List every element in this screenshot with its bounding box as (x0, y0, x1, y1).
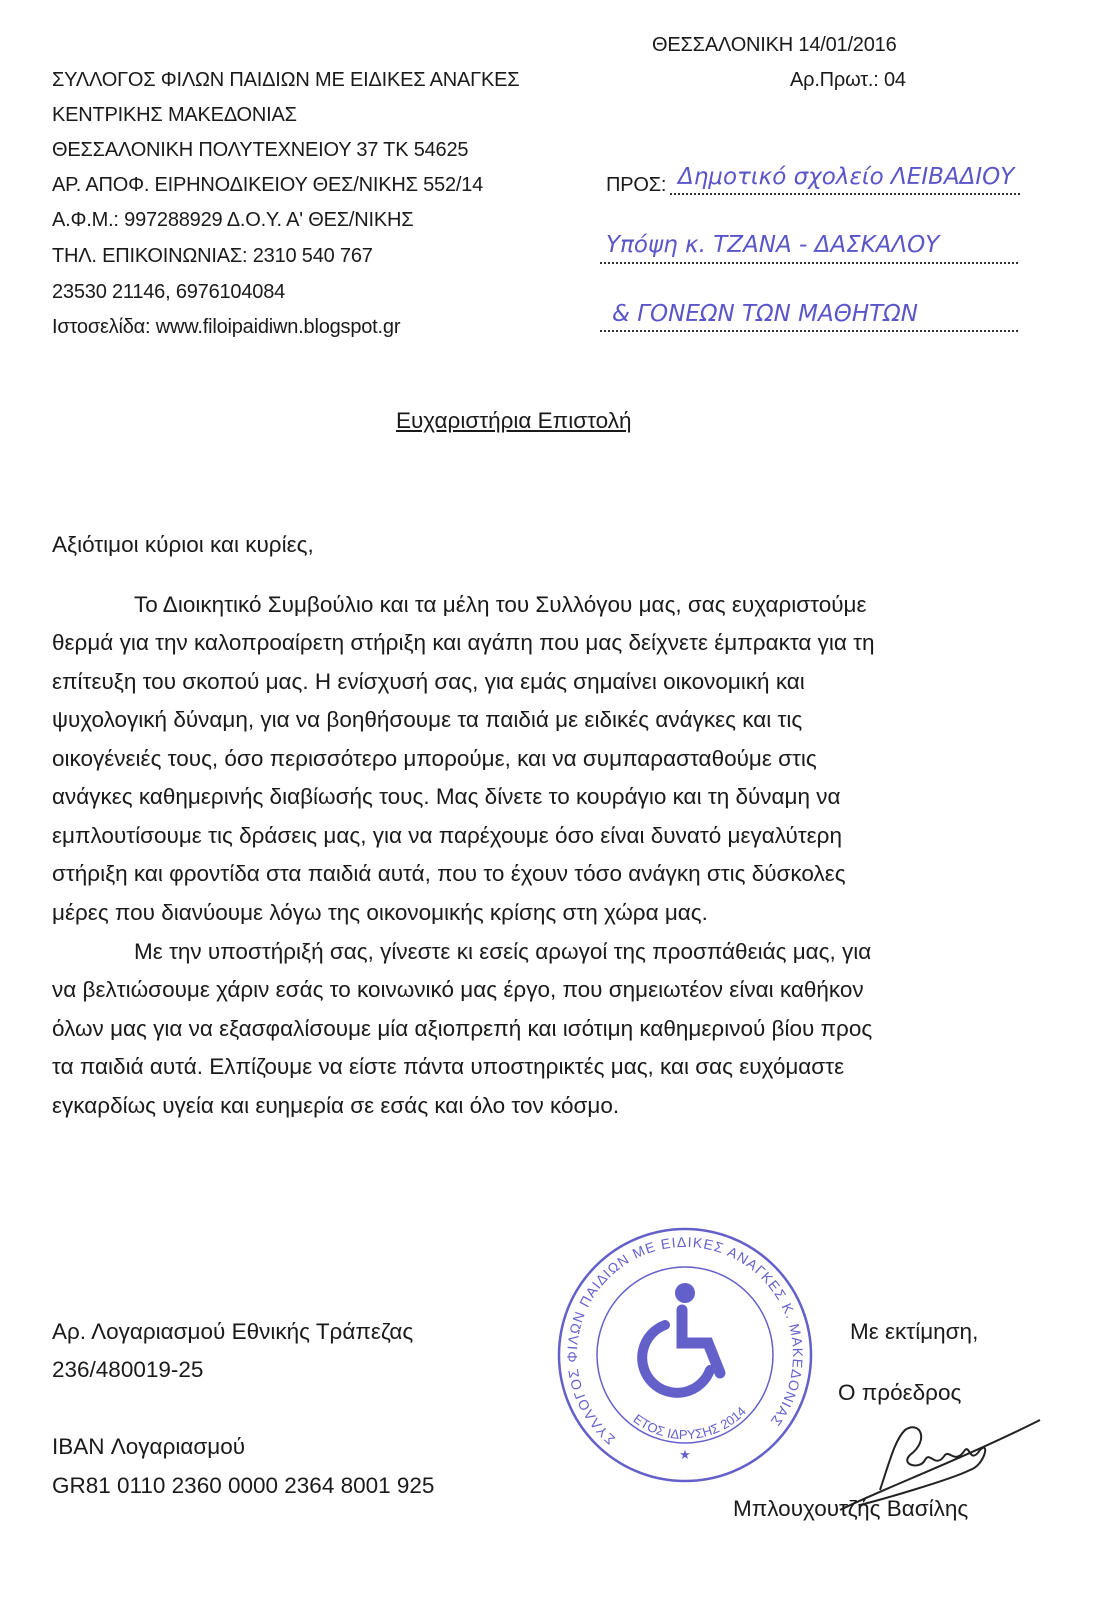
association-stamp (555, 1225, 815, 1485)
recipient-handwritten: Δημοτικό σχολείο ΛΕΙΒΑΔΙΟΥ (678, 164, 1015, 190)
date-line: ΘΕΣΣΑΛΟΝΙΚΗ 14/01/2016 (652, 34, 897, 56)
body-line: ψυχολογική δύναμη, για να βοηθήσουμε τα παιδιά με ειδικές ανάγκες και τις (52, 707, 803, 732)
iban-number: GR81 0110 2360 0000 2364 8001 925 (52, 1473, 435, 1498)
stamp-outer-text: ΣΥΛΛΟΓΟΣ ΦΙΛΩΝ ΠΑΙΔΙΩΝ ΜΕ ΕΙΔΙΚΕΣ ΑΝΑΓΚΕΣ Κ. ΜΑΚΕΔΟΝΙΑΣ (563, 1233, 807, 1448)
body-line: θερμά για την καλοπροαίρετη στήριξη και αγάπη που μας δείχνετε έμπρακτα για τη (52, 630, 875, 655)
body-line: ανάγκες καθημερινής διαβίωσής τους. Μας δίνετε το κουράγιο και τη δύναμη να (52, 784, 841, 809)
stamp-inner-text: ΕΤΟΣ ΙΔΡΥΣΗΣ 2014 (630, 1403, 749, 1443)
closing-regards: Με εκτίμηση, (850, 1319, 979, 1344)
body-line: τα παιδιά αυτά. Ελπίζουμε να είστε πάντα υποστηρικτές μας, και σας ευχόμαστε (52, 1054, 845, 1079)
sender-line: ΑΡ. ΑΠΟΦ. ΕΙΡΗΝΟΔΙΚΕΙΟΥ ΘΕΣ/ΝΙΚΗΣ 552/14 (52, 174, 484, 196)
protocol-number: Αρ.Πρωτ.: 04 (790, 69, 906, 91)
body-line: εμπλουτίσουμε τις δράσεις μας, για να παρέχουμε όσο είναι δυνατό μεγαλύτερη (52, 823, 842, 848)
sender-line: Α.Φ.Μ.: 997288929 Δ.Ο.Υ. Α' ΘΕΣ/ΝΙΚΗΣ (52, 209, 414, 231)
president-name: Μπλουχουτζής Βασίλης (733, 1496, 969, 1521)
recipient-handwritten: Υπόψη κ. ΤΖΑΝΑ - ΔΑΣΚΑΛΟΥ (606, 232, 940, 258)
dotted-line (600, 330, 1018, 332)
sender-line: Ιστοσελίδα: www.filoipaidiwn.blogspot.gr (52, 316, 401, 338)
body-line: επίτευξη του σκοπού μας. Η ενίσχυσή σας, για εμάς σημαίνει οικονομική και (52, 669, 805, 694)
greeting: Αξιότιμοι κύριοι και κυρίες, (52, 532, 314, 557)
body-line: Το Διοικητικό Συμβούλιο και τα μέλη του Συλλόγου μας, σας ευχαριστούμε (134, 592, 867, 617)
sender-line: ΚΕΝΤΡΙΚΗΣ ΜΑΚΕΔΟΝΙΑΣ (52, 104, 297, 126)
body-line: μέρες που διανύουμε λόγω της οικονομικής κρίσης στη χώρα μας. (52, 900, 708, 925)
dotted-line (600, 262, 1018, 264)
recipient-handwritten: & ΓΟΝΕΩΝ ΤΩΝ ΜΑΘΗΤΩΝ (612, 301, 918, 327)
body-line: όλων μας για να εξασφαλίσουμε μία αξιοπρεπή και ισότιμη καθημερινού βίου προς (52, 1016, 873, 1041)
iban-label: IBAN Λογαριασμού (52, 1434, 246, 1459)
bank-account-label: Αρ. Λογαριασμού Εθνικής Τράπεζας (52, 1319, 414, 1344)
dotted-line (670, 193, 1020, 195)
star-icon: ★ (679, 1447, 691, 1462)
closing-title: Ο πρόεδρος (838, 1380, 962, 1405)
wheelchair-icon (642, 1283, 720, 1393)
body-line: να βελτιώσουμε χάριν εσάς το κοινωνικό μας έργο, που σημειωτέον είναι καθήκον (52, 977, 864, 1002)
subject-title: Ευχαριστήρια Επιστολή (396, 408, 632, 433)
body-line: εγκαρδίως υγεία και ευημερία σε εσάς και όλο τον κόσμο. (52, 1093, 620, 1118)
body-line: οικογένειές τους, όσο περισσότερο μπορούμε, και να συμπαρασταθούμε στις (52, 746, 817, 771)
sender-line: 23530 21146, 6976104084 (52, 281, 286, 303)
body-line: Με την υποστήριξή σας, γίνεστε κι εσείς αρωγοί της προσπάθειάς μας, για (134, 939, 872, 964)
body-line: στήριξη και φροντίδα στα παιδιά αυτά, που το έχουν τόσο ανάγκη στις δύσκολες (52, 861, 846, 886)
sender-line: ΤΗΛ. ΕΠΙΚΟΙΝΩΝΙΑΣ: 2310 540 767 (52, 245, 373, 267)
sender-line: ΘΕΣΣΑΛΟΝΙΚΗ ΠΟΛΥΤΕΧΝΕΙΟΥ 37 ΤΚ 54625 (52, 139, 469, 161)
recipient-label: ΠΡΟΣ: (606, 174, 667, 196)
sender-line: ΣΥΛΛΟΓΟΣ ΦΙΛΩΝ ΠΑΙΔΙΩΝ ΜΕ ΕΙΔΙΚΕΣ ΑΝΑΓΚΕΣ (52, 69, 520, 91)
bank-account-number: 236/480019-25 (52, 1357, 204, 1382)
